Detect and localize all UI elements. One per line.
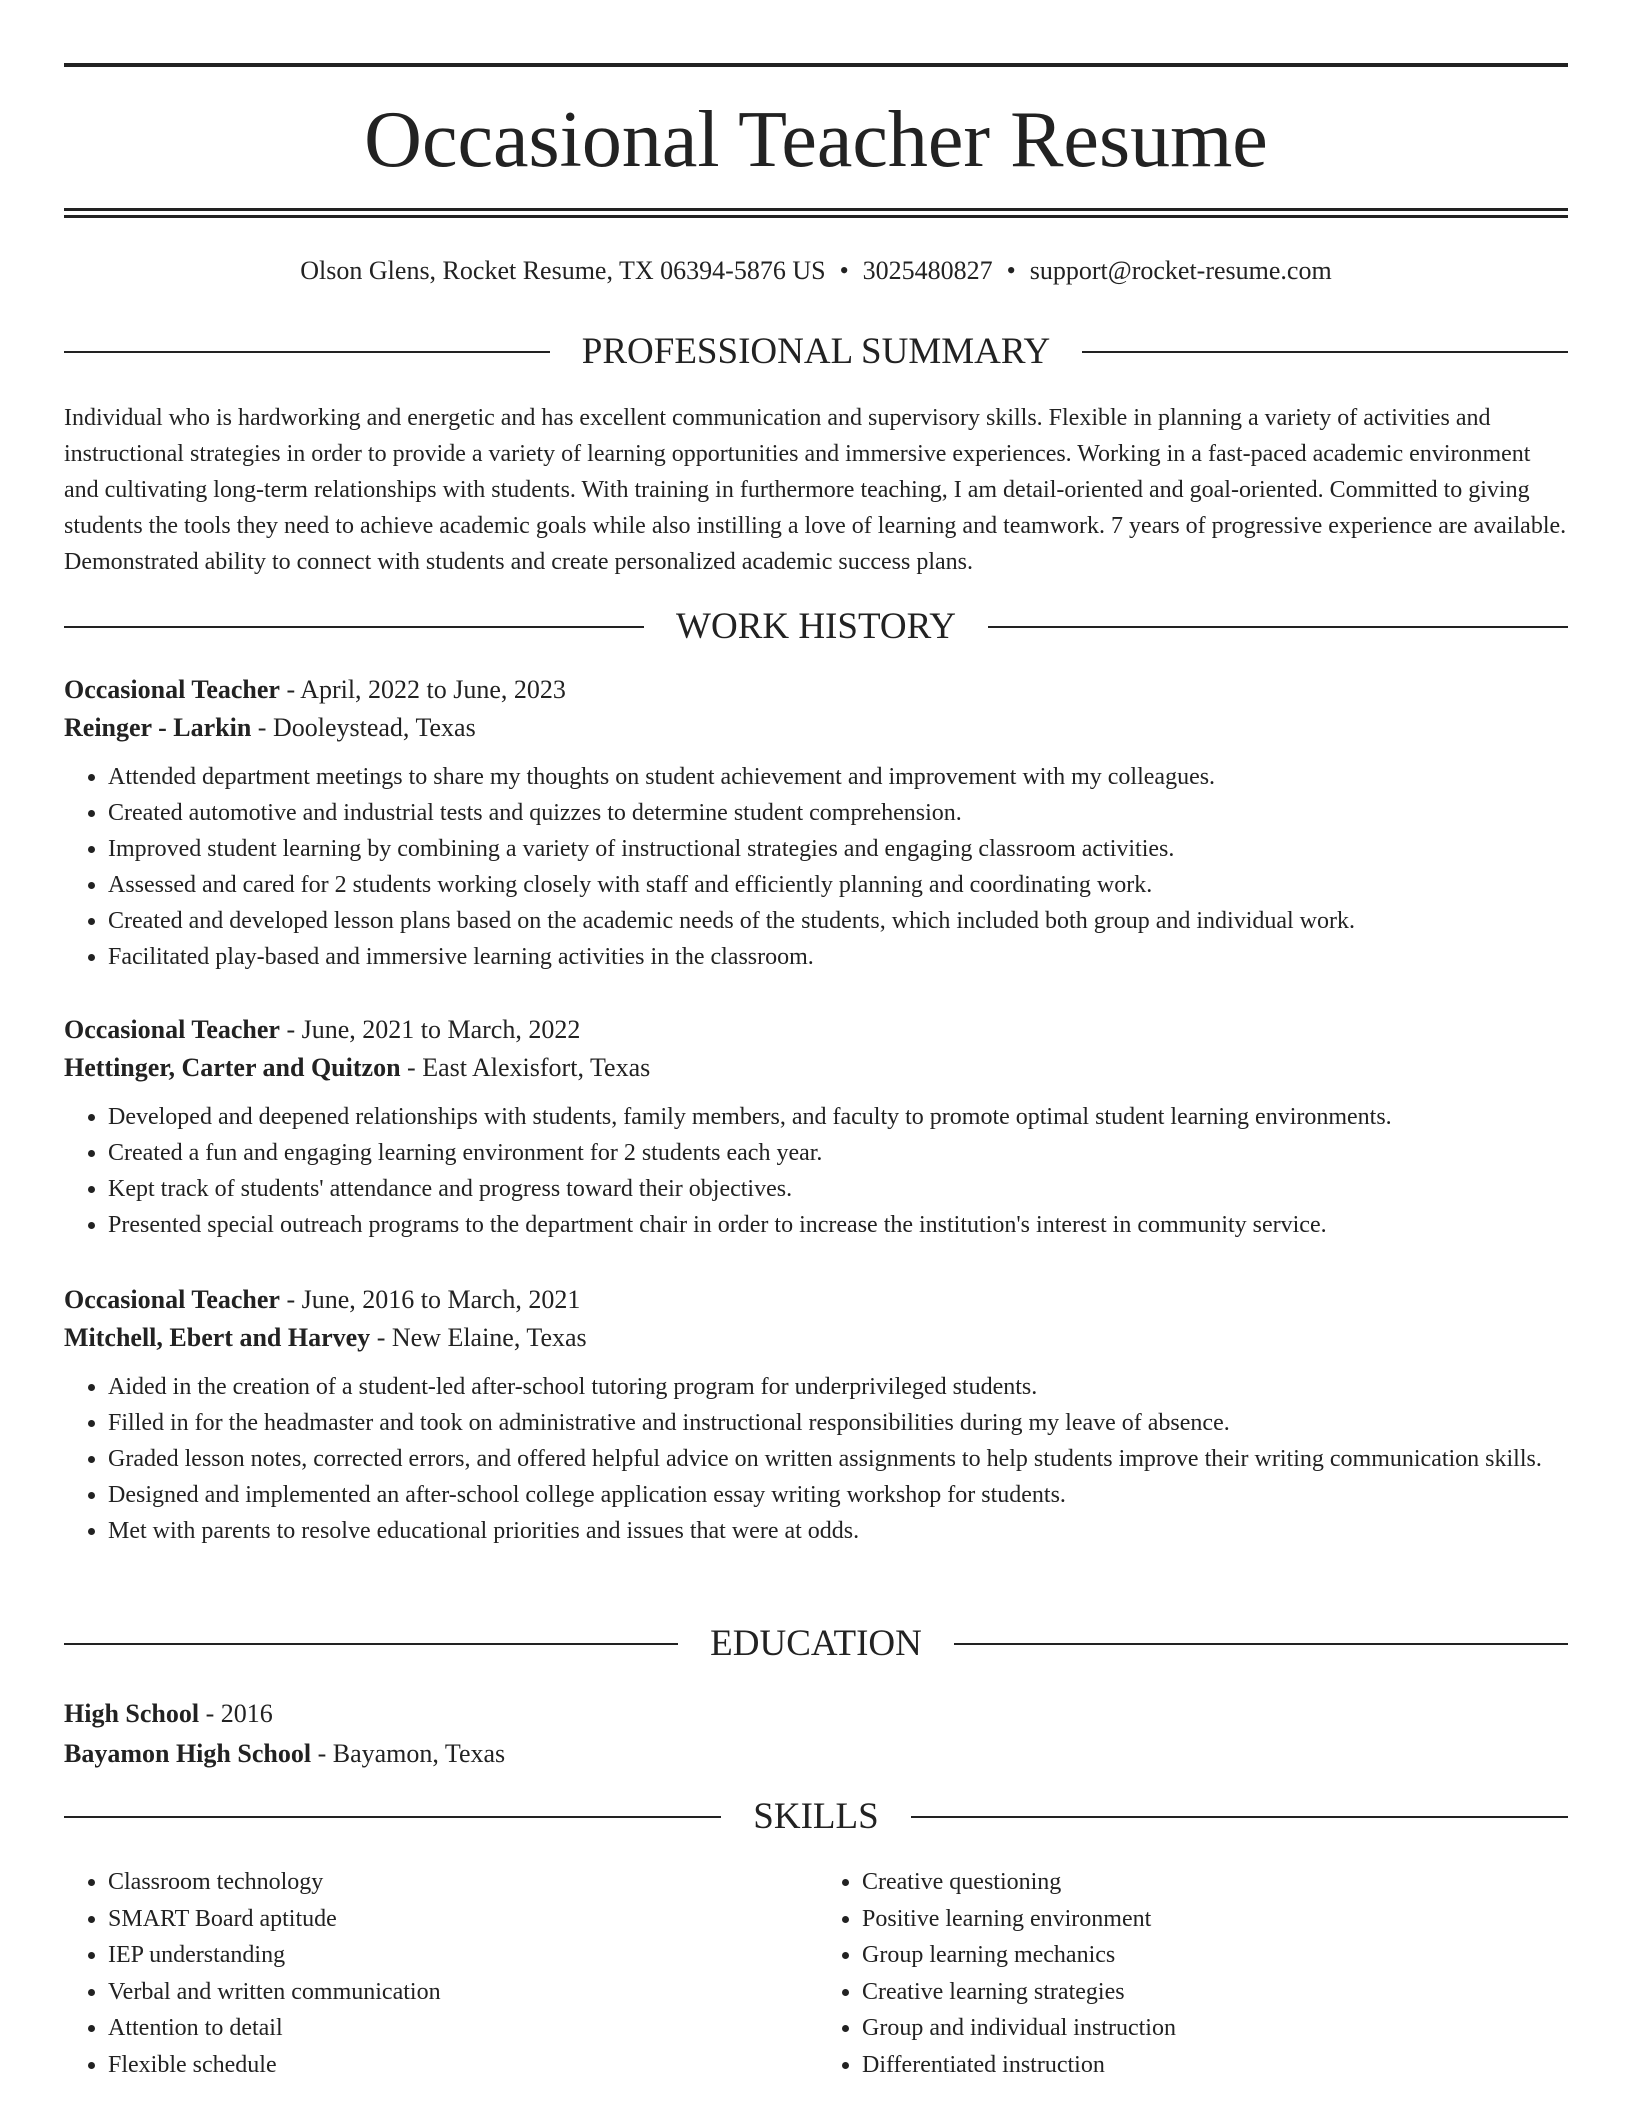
- list-item: • Created automotive and industrial tests and quizzes to determine student comprehension.: [108, 795, 1568, 831]
- section-rule: [1082, 351, 1568, 353]
- job-dates: - June, 2016 to March, 2021: [279, 1285, 581, 1314]
- section-title-summary: PROFESSIONAL SUMMARY: [581, 331, 1051, 372]
- job-title-line: [64, 1011, 1568, 1049]
- job-company-line: [64, 709, 1568, 747]
- section-header-education: [64, 1622, 1568, 1666]
- job-location: - Dooleystead, Texas: [251, 713, 476, 742]
- title-double-rule: [64, 208, 1568, 218]
- job-title: Occasional Teacher: [64, 675, 280, 704]
- list-item: • Group learning mechanics: [862, 1937, 1568, 1974]
- education-entry: [64, 1694, 1568, 1774]
- list-item: • Assessed and cared for 2 students working closely with staff and efficiently planning and coordinating work.: [108, 867, 1568, 903]
- list-item: • Met with parents to resolve educational priorities and issues that were at odds.: [108, 1513, 1568, 1549]
- list-item: • Aided in the creation of a student-led after-school tutoring program for underprivileged students.: [108, 1369, 1568, 1405]
- job-company-line: [64, 1319, 1568, 1357]
- list-item: • Kept track of students' attendance and progress toward their objectives.: [108, 1171, 1568, 1207]
- section-rule: [64, 1643, 678, 1645]
- job-entry: [64, 1281, 1568, 1549]
- list-item: • Graded lesson notes, corrected errors, and offered helpful advice on written assignments to help students improve their writing communication skills.: [108, 1441, 1568, 1477]
- list-item: • Classroom technology: [108, 1864, 816, 1901]
- list-item: • Created and developed lesson plans based on the academic needs of the students, which included both group and individual work.: [108, 903, 1568, 939]
- contact-email: support@rocket-resume.com: [1029, 256, 1332, 285]
- job-title-line: [64, 671, 1568, 709]
- section-title-work: WORK HISTORY: [676, 606, 956, 647]
- section-rule: [954, 1643, 1568, 1645]
- education-location: - Bayamon, Texas: [311, 1739, 506, 1768]
- section-rule: [988, 626, 1568, 628]
- job-location: - New Elaine, Texas: [370, 1323, 587, 1352]
- contact-phone: 3025480827: [862, 256, 993, 285]
- skills-columns: [64, 1864, 1568, 2083]
- section-rule: [64, 1816, 721, 1818]
- list-item: • Differentiated instruction: [862, 2047, 1568, 2084]
- section-header-summary: [64, 330, 1568, 374]
- job-bullets: [64, 1369, 1568, 1549]
- list-item: • Group and individual instruction: [862, 2010, 1568, 2047]
- list-item: • Developed and deepened relationships with students, family members, and faculty to promote optimal student learning environments.: [108, 1099, 1568, 1135]
- education-degree-line: [64, 1694, 1568, 1734]
- education-school: Bayamon High School: [64, 1739, 312, 1768]
- list-item: • Verbal and written communication: [108, 1974, 816, 2011]
- job-dates: - June, 2021 to March, 2022: [279, 1015, 581, 1044]
- education-school-line: [64, 1734, 1568, 1774]
- section-rule: [64, 351, 550, 353]
- section-rule: [64, 626, 644, 628]
- list-item: • Creative learning strategies: [862, 1974, 1568, 2011]
- section-title-skills: SKILLS: [753, 1796, 879, 1837]
- summary-text: Individual who is hardworking and energetic and has excellent communication and supervisory skills. Flexible in planning a variety of activities and instructional strategies in order to provide a variety of learning opportunities and immersive experiences. Working in a fast-paced academic environment and cultivating long-term relationships with students. With training in furthermore teaching, I am detail-oriented and goal-oriented. Committed to giving students the tools they need to achieve academic goals while also instilling a love of learning and teamwork. 7 years of progressive experience are available. Demonstrated ability to connect with students and create personalized academic success plans.: [64, 405, 1567, 575]
- list-item: • Created a fun and engaging learning environment for 2 students each year.: [108, 1135, 1568, 1171]
- contact-line: [64, 254, 1568, 288]
- top-rule: [64, 63, 1568, 67]
- job-dates: - April, 2022 to June, 2023: [279, 675, 566, 704]
- contact-separator: •: [1006, 256, 1016, 285]
- list-item: • Attention to detail: [108, 2010, 816, 2047]
- list-item: • Improved student learning by combining a variety of instructional strategies and engaging classroom activities.: [108, 831, 1568, 867]
- job-title-line: [64, 1281, 1568, 1319]
- resume-title: Occasional Teacher Resume: [364, 96, 1268, 184]
- list-item: • Filled in for the headmaster and took on administrative and instructional responsibilities during my leave of absence.: [108, 1405, 1568, 1441]
- job-company: Hettinger, Carter and Quitzon: [64, 1053, 401, 1082]
- section-header-work: [64, 605, 1568, 649]
- list-item: • Facilitated play-based and immersive learning activities in the classroom.: [108, 939, 1568, 975]
- list-item: • Designed and implemented an after-school college application essay writing workshop for students.: [108, 1477, 1568, 1513]
- list-item: • Creative questioning: [862, 1864, 1568, 1901]
- job-entry: [64, 671, 1568, 975]
- job-company: Reinger - Larkin: [64, 713, 252, 742]
- list-item: • Presented special outreach programs to the department chair in order to increase the institution's interest in community service.: [108, 1207, 1568, 1243]
- list-item: • SMART Board aptitude: [108, 1901, 816, 1938]
- list-item: • Positive learning environment: [862, 1901, 1568, 1938]
- job-title: Occasional Teacher: [64, 1285, 280, 1314]
- job-location: - East Alexisfort, Texas: [400, 1053, 651, 1082]
- job-bullets: [64, 1099, 1568, 1243]
- list-item: • Flexible schedule: [108, 2047, 816, 2084]
- contact-separator: •: [839, 256, 849, 285]
- education-year: - 2016: [199, 1699, 273, 1728]
- skills-list-left: [64, 1864, 816, 2083]
- job-bullets: [64, 759, 1568, 975]
- job-entry: [64, 1011, 1568, 1243]
- job-company: Mitchell, Ebert and Harvey: [64, 1323, 371, 1352]
- list-item: • Attended department meetings to share my thoughts on student achievement and improvement with my colleagues.: [108, 759, 1568, 795]
- section-header-skills: [64, 1795, 1568, 1839]
- job-title: Occasional Teacher: [64, 1015, 280, 1044]
- education-degree: High School: [64, 1699, 200, 1728]
- skills-list-right: [816, 1864, 1568, 2083]
- section-title-education: EDUCATION: [710, 1623, 922, 1664]
- contact-address: Olson Glens, Rocket Resume, TX 06394-5876 US: [300, 256, 826, 285]
- section-rule: [911, 1816, 1568, 1818]
- job-company-line: [64, 1049, 1568, 1087]
- list-item: • IEP understanding: [108, 1937, 816, 1974]
